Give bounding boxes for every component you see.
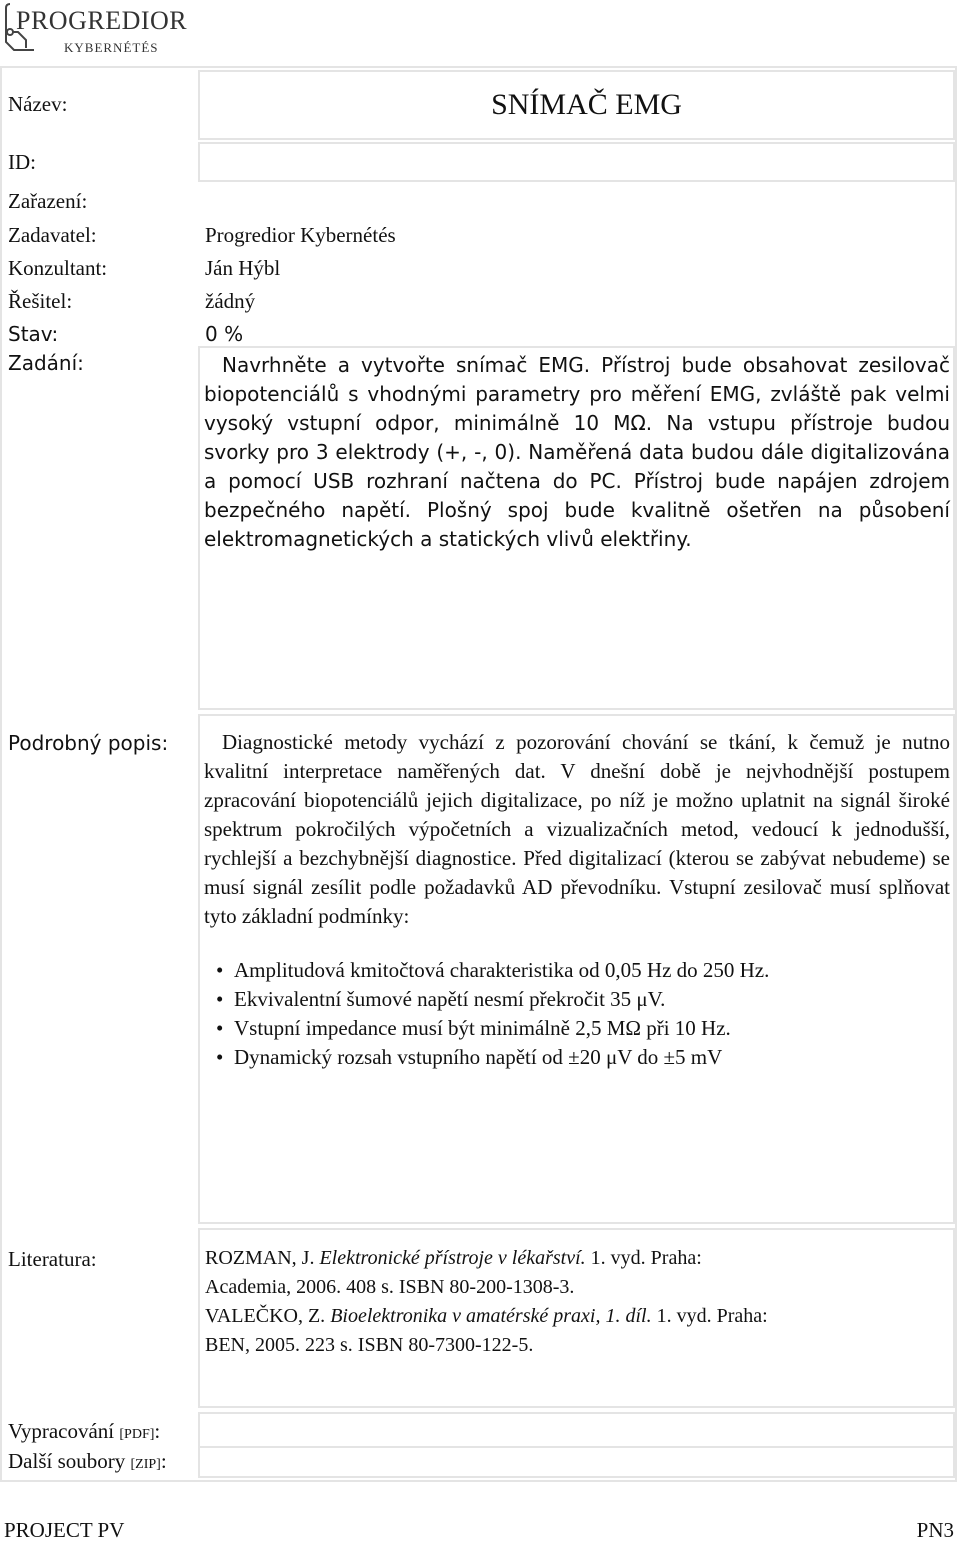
project-title: SNÍMAČ EMG: [491, 88, 682, 121]
colon: :: [160, 1449, 167, 1473]
pdf-tag[interactable]: [PDF]: [119, 1427, 155, 1442]
requirements-list: [216, 956, 769, 1072]
list-item: • Dynamický rozsah vstupního napětí od ±20 μV do ±5 mV: [216, 1043, 769, 1072]
footer-left: PROJECT PV: [4, 1518, 125, 1542]
reference-2-line-2: BEN, 2005. 223 s. ISBN 80-7300-122-5.: [205, 1334, 534, 1356]
zadani-paragraph: Navrhněte a vytvořte snímač EMG. Přístroj bude obsahovat zesilovač biopotenciálů s vhodnými parametry pro měření EMG, zvláště pak velmi vysoký vstupní odpor, minimálně 10 MΩ. Na vstupu přístroje budou svorky pro 3 elektrody (+, -, 0). Naměřená data budou dále digitalizována a pomocí USB rozhraní načtena do PC. Přístroj bude napájen zdrojem bezpečného napětí. Plošný spoj bude kvalitně ošetřen na působení elektromagnetických a statických vlivů elektřiny.: [204, 353, 950, 551]
footer-right: PN3: [916, 1518, 954, 1542]
zip-tag[interactable]: [ZIP]: [130, 1457, 161, 1472]
ref-author: VALEČKO, Z.: [205, 1305, 326, 1327]
dalsi-soubory-box: [198, 1446, 955, 1478]
progredior-logo: [4, 2, 188, 60]
ref-title: Elektronické přístroje v lékařství.: [319, 1247, 586, 1269]
literatura-list: [205, 1244, 945, 1360]
zadani-label: Zadání:: [8, 351, 84, 375]
id-box: [198, 142, 955, 182]
list-item: • Amplitudová kmitočtová charakteristika od 0,05 Hz do 250 Hz.: [216, 956, 769, 985]
nazev-label: Název:: [8, 92, 68, 116]
resitel-value: žádný: [205, 289, 256, 313]
ref-publication: 1. vyd. Praha:: [651, 1305, 768, 1327]
resitel-label: Řešitel:: [8, 289, 73, 313]
reference-2-line-1: [205, 1302, 945, 1331]
vypracovani-text: Vypracování: [8, 1419, 115, 1443]
reference-1-line-2: Academia, 2006. 408 s. ISBN 80-200-1308-3.: [205, 1276, 575, 1298]
dalsi-soubory-label: [8, 1449, 167, 1474]
ref-title: Bioelektronika v amatérské praxi, 1. díl.: [330, 1305, 652, 1327]
vypracovani-box: [198, 1412, 955, 1448]
zarazeni-label: Zařazení:: [8, 189, 88, 213]
logo-title: PROGREDIOR: [16, 6, 188, 35]
zadani-text: [204, 351, 950, 554]
zadavatel-value: Progredior Kybernétés: [205, 223, 396, 247]
vypracovani-label: [8, 1419, 160, 1444]
id-label: ID:: [8, 150, 36, 174]
nazev-box: [198, 70, 955, 140]
list-item: • Vstupní impedance musí být minimálně 2,5 MΩ při 10 Hz.: [216, 1014, 769, 1043]
zadavatel-label: Zadavatel:: [8, 223, 97, 247]
list-item: • Ekvivalentní šumové napětí nesmí překročit 35 μV.: [216, 985, 769, 1014]
stav-label: Stav:: [8, 322, 59, 346]
ref-author: ROZMAN, J.: [205, 1247, 315, 1269]
popis-text: [204, 728, 950, 931]
colon: :: [154, 1419, 161, 1443]
stav-value: 0 %: [205, 322, 244, 346]
dalsi-text: Další soubory: [8, 1449, 126, 1473]
ref-publication: 1. vyd. Praha:: [585, 1247, 702, 1269]
literatura-label: Literatura:: [8, 1247, 97, 1271]
konzultant-value: Ján Hýbl: [205, 256, 281, 280]
logo-subtitle: KYBERNÉTÉS: [64, 40, 159, 55]
konzultant-label: Konzultant:: [8, 256, 108, 280]
popis-label: Podrobný popis:: [8, 731, 169, 755]
reference-1-line-1: [205, 1244, 945, 1273]
popis-paragraph: Diagnostické metody vychází z pozorování chování se tkání, k čemuž je nutno kvalitní interpretace naměřených dat. V dnešní době je nejvhodnější postupem zpracování biopotenciálů jejich digitalizace, po níž je možno uplatnit na signál široké spektrum pokročilých výpočetních a vizualizačních metod, vedoucí k jednodušší, rychlejší a bezchybnější diagnostice. Před digitalizací (kterou se zabývat nebudeme) se musí signál zesílit podle požadavků AD převodníku. Vstupní zesilovač musí splňovat tyto základní podmínky:: [204, 730, 950, 928]
